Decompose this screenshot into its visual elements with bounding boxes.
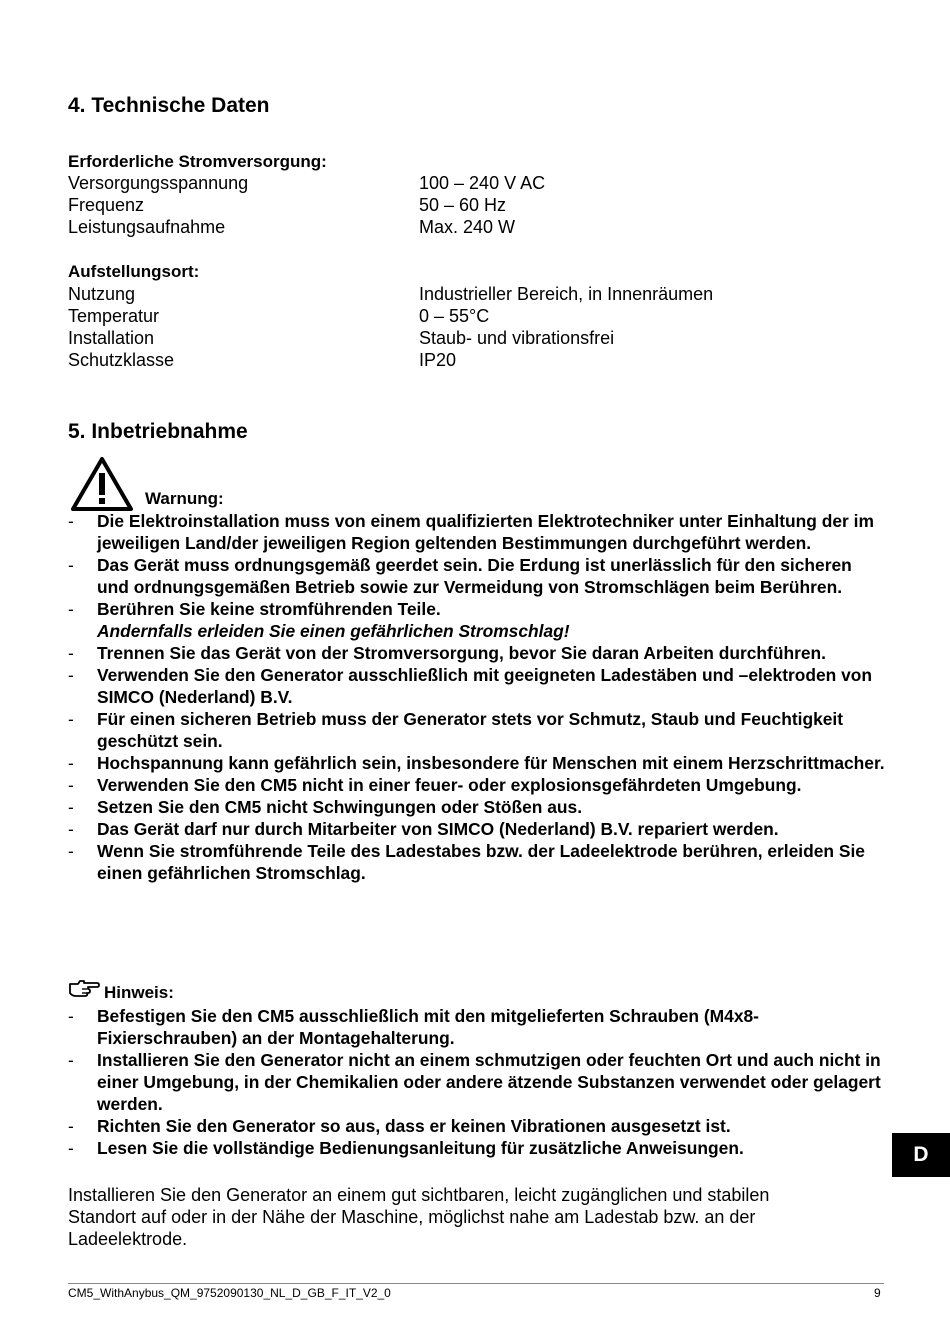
warning-text: Setzen Sie den CM5 nicht Schwingungen oder Stößen aus.: [97, 797, 583, 817]
warning-text: Das Gerät muss ordnungsgemäß geerdet sein. Die Erdung ist unerlässlich für den sicheren und ordnungsgemäßen Betrieb sowie zur Vermeidung von Stromschlägen beim Berühren.: [97, 555, 852, 597]
list-item: [68, 664, 888, 708]
note-label: Hinweis:: [104, 983, 174, 1002]
section-5-title: 5. Inbetriebnahme: [68, 420, 248, 443]
bullet-dash: -: [68, 1050, 74, 1070]
list-item: [68, 1049, 888, 1115]
power-heading: Erforderliche Stromversorgung:: [68, 152, 327, 171]
list-item: [68, 1137, 888, 1159]
note-list: [68, 1005, 888, 1159]
bullet-dash: -: [68, 1138, 74, 1158]
spec-label: Versorgungsspannung: [68, 173, 249, 193]
site-heading: Aufstellungsort:: [68, 262, 200, 281]
footer-divider: [68, 1283, 884, 1284]
list-item: [68, 598, 888, 642]
page-number: 9: [874, 1286, 881, 1300]
spec-value: 100 – 240 V AC: [419, 173, 546, 193]
bullet-dash: -: [68, 775, 74, 795]
warning-text: Wenn Sie stromführende Teile des Ladestabes bzw. der Ladeelektrode berühren, erleiden Sie einen gefährlichen Stromschlag.: [97, 841, 865, 883]
bullet-dash: -: [68, 599, 74, 619]
pointing-hand-icon: [68, 978, 100, 998]
language-tab: D: [892, 1133, 950, 1177]
footer-doc-id: CM5_WithAnybus_QM_9752090130_NL_D_GB_F_IT_V2_0: [68, 1286, 391, 1300]
list-item: [68, 708, 888, 752]
bullet-dash: -: [68, 709, 74, 729]
spec-label: Leistungsaufnahme: [68, 217, 226, 237]
warning-text: Für einen sicheren Betrieb muss der Generator stets vor Schmutz, Staub und Feuchtigkeit geschützt sein.: [97, 709, 844, 751]
spec-value: Industrieller Bereich, in Innenräumen: [419, 284, 714, 304]
list-item: [68, 796, 888, 818]
closing-paragraph: Installieren Sie den Generator an einem gut sichtbaren, leicht zugänglichen und stabilen Standort auf oder in der Nähe der Maschine, möglichst nahe am Ladestab bzw. an der Ladeelektrode.: [68, 1185, 770, 1249]
warning-emphasis: Andernfalls erleiden Sie einen gefährlichen Stromschlag!: [97, 621, 570, 641]
bullet-dash: -: [68, 1116, 74, 1136]
bullet-dash: -: [68, 555, 74, 575]
list-item: [68, 774, 888, 796]
warning-text: Hochspannung kann gefährlich sein, insbesondere für Menschen mit einem Herzschrittmacher.: [97, 753, 885, 773]
list-item: [68, 840, 888, 884]
warning-list: [68, 510, 888, 884]
warning-label: Warnung:: [145, 489, 224, 508]
list-item: [68, 752, 888, 774]
note-text: Richten Sie den Generator so aus, dass er keinen Vibrationen ausgesetzt ist.: [97, 1116, 731, 1136]
bullet-dash: -: [68, 643, 74, 663]
warning-text: Die Elektroinstallation muss von einem qualifizierten Elektrotechniker unter Einhaltung der im jeweiligen Land/der jeweiligen Region geltenden Bestimmungen durchgeführt werden.: [97, 511, 874, 553]
spec-label: Temperatur: [68, 306, 160, 326]
note-text: Lesen Sie die vollständige Bedienungsanleitung für zusätzliche Anweisungen.: [97, 1138, 744, 1158]
bullet-dash: -: [68, 511, 74, 531]
spec-label: Installation: [68, 328, 155, 348]
bullet-dash: -: [68, 797, 74, 817]
spec-value: Max. 240 W: [419, 217, 516, 237]
bullet-dash: -: [68, 1006, 74, 1026]
list-item: [68, 554, 888, 598]
warning-triangle-icon: [70, 456, 134, 512]
bullet-dash: -: [68, 753, 74, 773]
warning-text: Trennen Sie das Gerät von der Stromversorgung, bevor Sie daran Arbeiten durchführen.: [97, 643, 826, 663]
list-item: [68, 510, 888, 554]
spec-value: 0 – 55°C: [419, 306, 490, 326]
note-text: Befestigen Sie den CM5 ausschließlich mit den mitgelieferten Schrauben (M4x8-Fixierschrauben) an der Montagehalterung.: [97, 1006, 759, 1048]
spec-value: IP20: [419, 350, 457, 370]
bullet-dash: -: [68, 841, 74, 861]
bullet-dash: -: [68, 819, 74, 839]
bullet-dash: -: [68, 665, 74, 685]
list-item: [68, 818, 888, 840]
spec-label: Frequenz: [68, 195, 145, 215]
spec-label: Schutzklasse: [68, 350, 175, 370]
warning-text: Verwenden Sie den CM5 nicht in einer feuer- oder explosionsgefährdeten Umgebung.: [97, 775, 802, 795]
list-item: [68, 1115, 888, 1137]
spec-label: Nutzung: [68, 284, 136, 304]
note-text: Installieren Sie den Generator nicht an einem schmutzigen oder feuchten Ort und auch nicht in einer Umgebung, in der Chemikalien oder andere ätzende Substanzen verwendet oder gelagert werden.: [97, 1050, 881, 1114]
section-4-title: 4. Technische Daten: [68, 94, 270, 117]
list-item: [68, 642, 888, 664]
warning-text: Das Gerät darf nur durch Mitarbeiter von SIMCO (Nederland) B.V. repariert werden.: [97, 819, 779, 839]
warning-text: Verwenden Sie den Generator ausschließlich mit geeigneten Ladestäben und –elektroden von SIMCO (Nederland) B.V.: [97, 665, 873, 707]
spec-value: 50 – 60 Hz: [419, 195, 507, 215]
list-item: [68, 1005, 888, 1049]
warning-text: Berühren Sie keine stromführenden Teile.: [97, 599, 441, 619]
spec-value: Staub- und vibrationsfrei: [419, 328, 615, 348]
